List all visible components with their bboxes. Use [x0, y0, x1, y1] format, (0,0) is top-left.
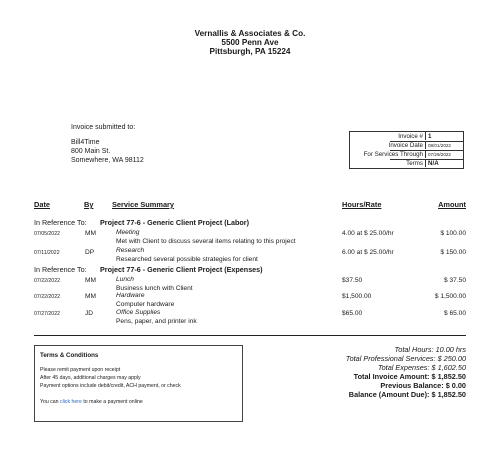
previous-balance: Previous Balance: $ 0.00 — [380, 381, 466, 390]
ref-label: In Reference To: — [34, 218, 87, 227]
col-hours: Hours/Rate — [342, 200, 382, 209]
entry-by: JD — [85, 310, 94, 317]
entry-date: 07/27/2022 — [34, 311, 60, 317]
entry-title: Office Supplies — [116, 309, 161, 316]
pay-suffix: to make a payment online — [81, 399, 143, 405]
invoice-date: 08/01/2022 — [425, 141, 451, 149]
service-period: 07/29/2022 — [425, 150, 451, 158]
entry-hours: $1,500.00 — [342, 293, 372, 300]
entry-amount: $ 100.00 — [440, 230, 466, 237]
entry-by: DP — [85, 249, 95, 256]
entry-by: MM — [85, 230, 96, 237]
ref-label: In Reference To: — [34, 265, 87, 274]
balance-due: Balance (Amount Due): $ 1,852.50 — [348, 390, 466, 399]
entry-hours: $37.50 — [342, 277, 363, 284]
terms-value: N/A — [425, 159, 439, 167]
terms-line: Payment options include debit/credit, ACH payment, or check — [40, 383, 181, 389]
ref-project: Project 77-6 - Generic Client Project (Expenses) — [100, 265, 263, 274]
entry-title: Lunch — [116, 276, 134, 283]
entry-title: Meeting — [116, 229, 140, 236]
col-by: By — [84, 200, 94, 209]
terms-title: Terms & Conditions — [40, 352, 99, 359]
invoice-info-box — [349, 131, 464, 169]
client-street: 800 Main St. — [71, 148, 111, 155]
entry-hours: 6.00 at $ 25.00/hr — [342, 249, 394, 256]
entry-desc: Researched several possible strategies for client — [116, 256, 258, 263]
company-city: Pittsburgh, PA 15224 — [209, 47, 291, 56]
col-amount: Amount — [438, 200, 466, 209]
company-name: Vernallis & Associates & Co. — [194, 29, 306, 38]
col-date: Date — [34, 200, 51, 209]
service-period-label: For Services Through — [363, 151, 423, 158]
total-invoice-amount: Total Invoice Amount: $ 1,852.50 — [353, 372, 466, 381]
terms-line: After 45 days, additional charges may apply — [40, 375, 141, 381]
invoice-number-label: Invoice # — [398, 133, 423, 140]
terms-label: Terms — [406, 160, 423, 167]
entry-desc: Business lunch with Client — [116, 285, 193, 292]
entry-desc: Computer hardware — [116, 301, 175, 308]
submitted-label: Invoice submitted to: — [71, 124, 136, 131]
company-street: 5500 Penn Ave — [221, 38, 279, 47]
entry-desc: Met with Client to discuss several items relating to this project — [116, 238, 296, 245]
pay-online-text — [40, 399, 143, 406]
entry-desc: Pens, paper, and printer ink — [116, 318, 197, 325]
terms-box — [34, 345, 243, 422]
entry-date: 07/22/2022 — [34, 278, 60, 284]
entry-date: 07/11/2022 — [34, 250, 60, 256]
client-name: Bill4Time — [71, 139, 100, 146]
totals-divider — [34, 335, 466, 336]
entry-title: Hardware — [116, 292, 145, 299]
col-summary: Service Summary — [112, 200, 175, 209]
entry-date: 07/22/2022 — [34, 294, 60, 300]
entry-date: 07/05/2022 — [34, 231, 60, 237]
entry-hours: $65.00 — [342, 310, 363, 317]
entry-title: Research — [116, 247, 145, 254]
invoice-date-label: Invoice Date — [388, 142, 423, 149]
terms-line: Please remit payment upon receipt — [40, 367, 121, 373]
ref-project: Project 77-6 - Generic Client Project (Labor) — [100, 218, 249, 227]
entry-by: MM — [85, 277, 96, 284]
total-services: Total Professional Services: $ 250.00 — [345, 354, 466, 363]
pay-online-link[interactable]: click here — [60, 399, 82, 405]
entry-amount: $ 1,500.00 — [434, 293, 466, 300]
total-hours: Total Hours: 10.00 hrs — [394, 345, 466, 354]
total-expenses: Total Expenses: $ 1,602.50 — [377, 363, 466, 372]
invoice-number: 1 — [425, 132, 431, 140]
pay-prefix: You can — [40, 399, 60, 405]
entry-hours: 4.00 at $ 25.00/hr — [342, 230, 394, 237]
entry-amount: $ 65.00 — [444, 310, 466, 317]
entry-amount: $ 150.00 — [440, 249, 466, 256]
entry-by: MM — [85, 293, 96, 300]
client-city: Somewhere, WA 98112 — [71, 157, 144, 164]
entry-amount: $ 37.50 — [444, 277, 466, 284]
